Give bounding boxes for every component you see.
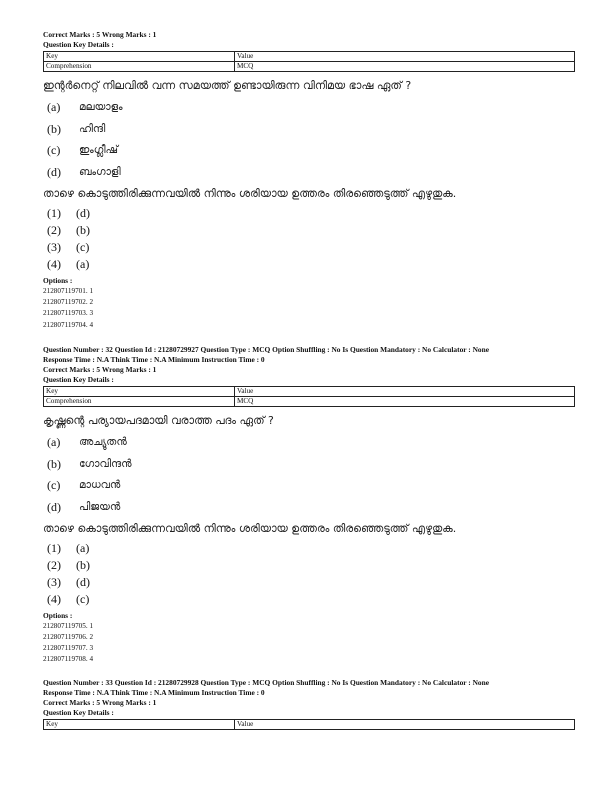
answer-number: (2)	[47, 557, 61, 572]
choice-item	[43, 119, 575, 141]
key-details-table	[43, 51, 575, 72]
choice-label: (c)	[47, 143, 61, 158]
options-label: Options :	[43, 276, 73, 285]
document-page	[43, 30, 575, 733]
choice-text: പിജയൻ	[79, 500, 121, 513]
answer-number: (4)	[47, 257, 61, 271]
answer-item	[43, 239, 575, 256]
answer-item	[43, 222, 575, 239]
key-details-table	[43, 719, 575, 730]
choice-list	[43, 97, 575, 183]
question-block-32	[43, 345, 575, 666]
choice-text: ഇംഗ്ലീഷ്	[79, 144, 119, 157]
answer-value: (b)	[76, 557, 90, 572]
choice-list	[43, 432, 575, 518]
choice-label: (b)	[47, 121, 61, 136]
answer-list	[43, 205, 575, 273]
choice-item	[43, 432, 575, 454]
answer-number: (2)	[47, 223, 61, 237]
key-details-table	[43, 386, 575, 407]
choice-text: മാധവൻ	[79, 479, 121, 492]
table-cell-value: MCQ	[235, 396, 575, 406]
choice-label: (a)	[47, 100, 61, 115]
answer-value: (c)	[76, 591, 90, 606]
answer-number: (1)	[47, 206, 61, 220]
answer-value: (a)	[76, 257, 90, 271]
block-spacer	[43, 331, 575, 345]
choice-text: ഹിന്ദി	[79, 122, 106, 135]
choice-item	[43, 496, 575, 518]
option-id-line: 212807119701. 1	[43, 287, 94, 295]
answer-value: (b)	[76, 223, 90, 237]
choice-label: (d)	[47, 164, 61, 179]
answer-item	[43, 574, 575, 591]
choice-label: (a)	[47, 435, 61, 450]
table-cell-key: Comprehension	[44, 62, 235, 72]
table-header-key: Key	[44, 52, 235, 62]
response-time-line: Response Time : N.A Think Time : N.A Minimum Instruction Time : 0	[43, 354, 265, 364]
answer-number: (3)	[47, 240, 61, 254]
key-details-label: Question Key Details :	[43, 374, 114, 384]
answer-value: (a)	[76, 540, 90, 555]
option-id-line: 212807119706. 2	[43, 633, 94, 642]
answer-item	[43, 256, 575, 273]
option-id-line: 212807119703. 3	[43, 309, 94, 318]
question-block-31	[43, 30, 575, 331]
question-header-line: Question Number : 33 Question Id : 21280729928 Question Type : MCQ Option Shuffling : No Is Question Mandatory : No Calculator : None	[43, 677, 489, 687]
response-time-line: Response Time : N.A Think Time : N.A Minimum Instruction Time : 0	[43, 687, 265, 697]
choice-item	[43, 475, 575, 497]
question-block-33	[43, 678, 575, 730]
choice-label: (c)	[47, 478, 61, 493]
marks-line: Correct Marks : 5 Wrong Marks : 1	[43, 30, 157, 39]
table-header-value: Value	[235, 719, 575, 729]
table-cell-value: MCQ	[235, 62, 575, 72]
table-header-value: Value	[235, 386, 575, 396]
answer-value: (d)	[76, 574, 90, 589]
marks-line: Correct Marks : 5 Wrong Marks : 1	[43, 697, 157, 707]
table-header-key: Key	[44, 719, 235, 729]
question-header-line: Question Number : 32 Question Id : 21280729927 Question Type : MCQ Option Shuffling : No Is Question Mandatory : No Calculator : None	[43, 344, 489, 354]
marks-line: Correct Marks : 5 Wrong Marks : 1	[43, 364, 157, 374]
choice-label: (b)	[47, 456, 61, 471]
answer-value: (d)	[76, 206, 90, 220]
answer-number: (1)	[47, 540, 61, 555]
choice-item	[43, 140, 575, 162]
options-label: Options :	[43, 610, 73, 620]
choice-item	[43, 162, 575, 184]
question-text: കൃഷ്ണന്റെ പര്യായപദമായി വരാത്ത പദം ഏത് ?	[43, 413, 274, 427]
answer-item	[43, 540, 575, 557]
choice-item	[43, 97, 575, 119]
option-id-line: 212807119702. 2	[43, 298, 94, 307]
key-details-label: Question Key Details :	[43, 40, 114, 49]
instruction-text: താഴെ കൊടുത്തിരിക്കുന്നവയിൽ നിന്നും ശരിയായ ഉത്തരം തിരഞ്ഞെടുത്ത് എഴുതുക.	[43, 521, 457, 535]
table-header-key: Key	[44, 386, 235, 396]
table-cell-key: Comprehension	[44, 396, 235, 406]
key-details-label: Question Key Details :	[43, 707, 114, 717]
answer-number: (3)	[47, 574, 61, 589]
answer-item	[43, 205, 575, 222]
answer-number: (4)	[47, 591, 61, 606]
answer-item	[43, 591, 575, 608]
choice-text: ബംഗാളി	[79, 165, 121, 178]
answer-item	[43, 557, 575, 574]
option-id-line: 212807119708. 4	[43, 655, 94, 664]
answer-value: (c)	[76, 240, 90, 254]
option-id-line: 212807119704. 4	[43, 320, 94, 329]
choice-label: (d)	[47, 499, 61, 514]
block-spacer	[43, 666, 575, 678]
choice-text: മലയാളം	[79, 101, 123, 114]
choice-text: ഗോവിന്ദൻ	[79, 457, 132, 470]
instruction-text: താഴെ കൊടുത്തിരിക്കുന്നവയിൽ നിന്നും ശരിയായ ഉത്തരം തിരഞ്ഞെടുത്ത് എഴുതുക.	[43, 187, 457, 200]
choice-item	[43, 453, 575, 475]
answer-list	[43, 540, 575, 608]
question-text: ഇന്റർനെറ്റ് നിലവിൽ വന്ന സമയത്ത് ഉണ്ടായിരുന്ന വിനിമയ ഭാഷ ഏത് ?	[43, 79, 412, 92]
table-header-value: Value	[235, 52, 575, 62]
choice-text: അച്യുതൻ	[79, 436, 127, 449]
option-id-line: 212807119707. 3	[43, 644, 94, 653]
option-id-line: 212807119705. 1	[43, 621, 94, 630]
